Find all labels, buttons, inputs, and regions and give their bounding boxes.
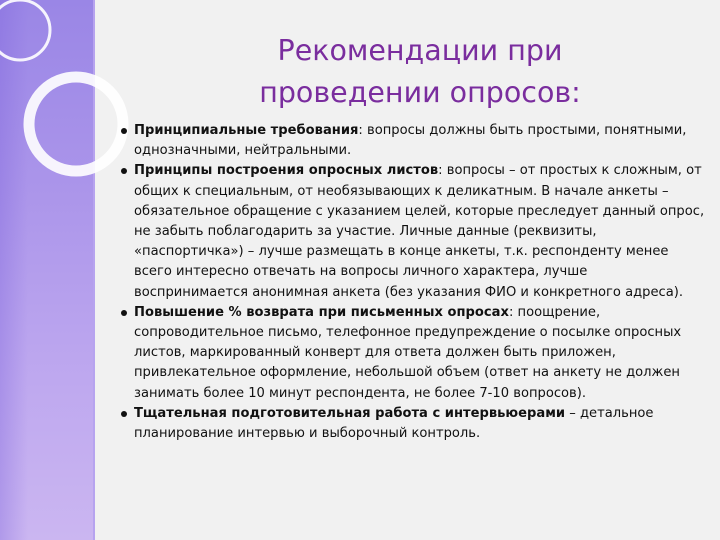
slide-title-line-1: Рекомендации при	[277, 34, 563, 67]
list-item-text: детальное планирование интервью и выборочный контроль.	[134, 405, 654, 442]
bullet-icon	[121, 168, 127, 174]
bullet-icon	[121, 128, 127, 134]
list-item-term: Принципы построения опросных листов	[134, 163, 439, 179]
list-item-text: вопросы должны быть простыми, понятными, однозначными, нейтральными.	[134, 123, 687, 159]
list-item	[120, 404, 705, 444]
side-band-shade	[0, 0, 28, 540]
list-item-separator: :	[358, 123, 367, 138]
decorative-side-band	[0, 0, 93, 540]
list-item-term: Тщательная подготовительная работа с интервьюерами	[134, 405, 566, 421]
list-item-term: Принципиальные требования	[134, 123, 359, 138]
bullet-icon	[121, 310, 127, 316]
side-band-edge	[93, 0, 95, 540]
list-item	[120, 161, 705, 302]
bullet-icon	[121, 411, 127, 417]
list-item-text: вопросы – от простых к сложным, от общих к специальным, от необязывающих к деликатным. В начале анкеты – обязательное обращение с указанием целей, которые преследует данный опрос, не забыть поблагодарить за участие. Личные данные (реквизиты, «паспортичка») – лучше размещать в конце анкеты, т.к. респонденту менее всего интересно отвечать на вопросы личного характера, лучше воспринимается анонимная анкета (без указания ФИО и конкретного адреса).	[134, 163, 705, 300]
list-item-term: Повышение % возврата при письменных опросах	[134, 304, 509, 320]
list-item-separator: :	[438, 163, 447, 179]
recommendations-list	[120, 121, 705, 444]
list-item	[120, 303, 705, 404]
slide-title	[130, 30, 710, 114]
list-item-separator: –	[565, 405, 580, 421]
slide-title-line-2: проведении опросов:	[259, 76, 581, 109]
list-item	[120, 121, 705, 161]
list-item-separator: :	[508, 304, 518, 320]
list-item-text: поощрение, сопроводительное письмо, телефонное предупреждение о посылке опросных листов, маркированный конверт для ответа должен быть приложен, привлекательное оформление, небольшой объем (ответ на анкету не должен занимать более 10 минут респондента, не более 7-10 вопросов).	[134, 304, 682, 401]
